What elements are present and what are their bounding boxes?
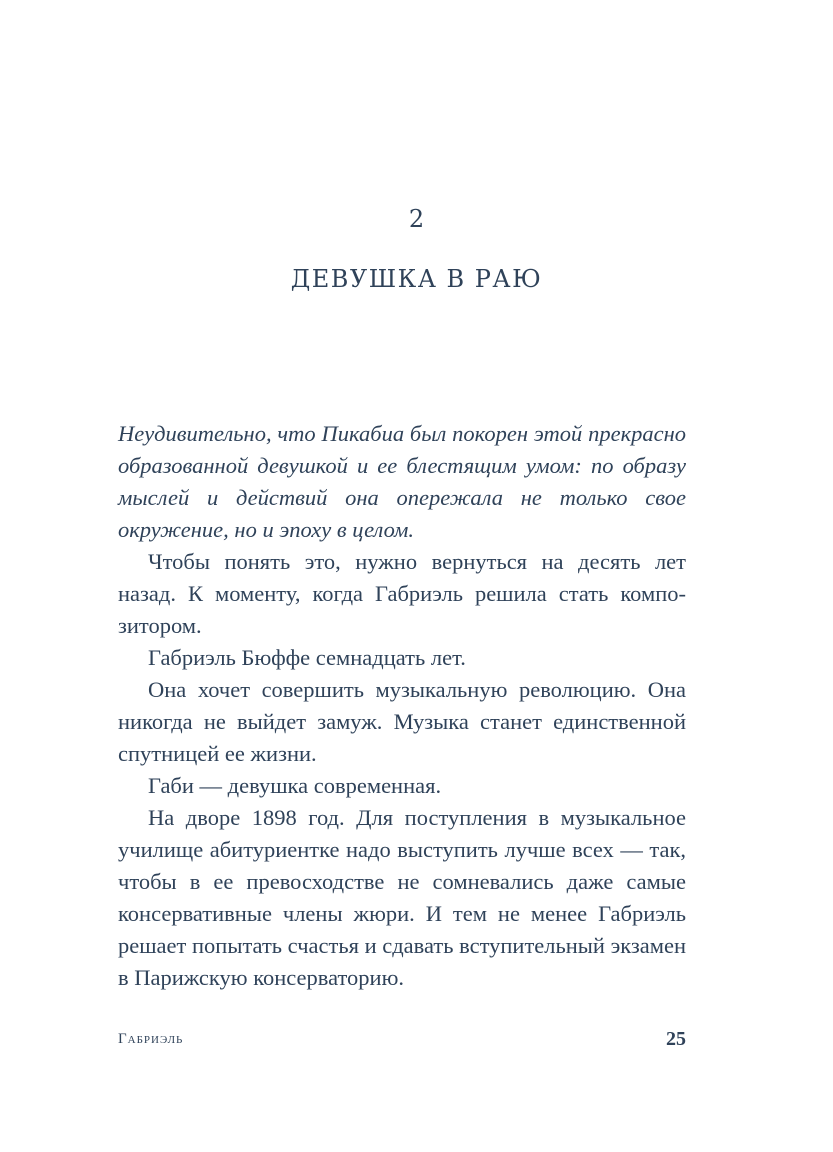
running-footer-title: Габриэль (118, 1031, 184, 1047)
chapter-number: 2 (408, 205, 425, 233)
paragraph: Она хочет совершить музыкальную революцию. Она никогда не выйдет замуж. Музыка станет единственной спутницей ее жизни. (118, 677, 686, 766)
paragraph: Габриэль Бюффе семнадцать лет. (148, 645, 466, 670)
page-number: 25 (666, 1028, 686, 1050)
paragraph: На дворе 1898 год. Для поступления в музыкальное училище абитуриентке надо выступить лучше всех — так, чтобы в ее превосходстве не сомневались даже самые консервативные члены жюри. И тем не менее Габриэль решает попытать счастья и сдавать вступительный экзамен в Парижскую консерваторию. (118, 805, 687, 990)
paragraph: Габи — девушка современная. (148, 773, 442, 798)
paragraph: Чтобы понять это, нужно вернуться на десять лет назад. К моменту, когда Габриэль решила стать композитором. (118, 549, 686, 638)
lead-paragraph: Неудивительно, что Пикабиа был покорен этой прекрасно образованной девушкой и ее блестящим умом: по образу мыслей и действий она опережала не только свое окружение, но и эпоху в целом. (118, 421, 686, 542)
body-text (118, 418, 686, 994)
chapter-title: ДЕВУШКА В РАЮ (290, 265, 543, 293)
